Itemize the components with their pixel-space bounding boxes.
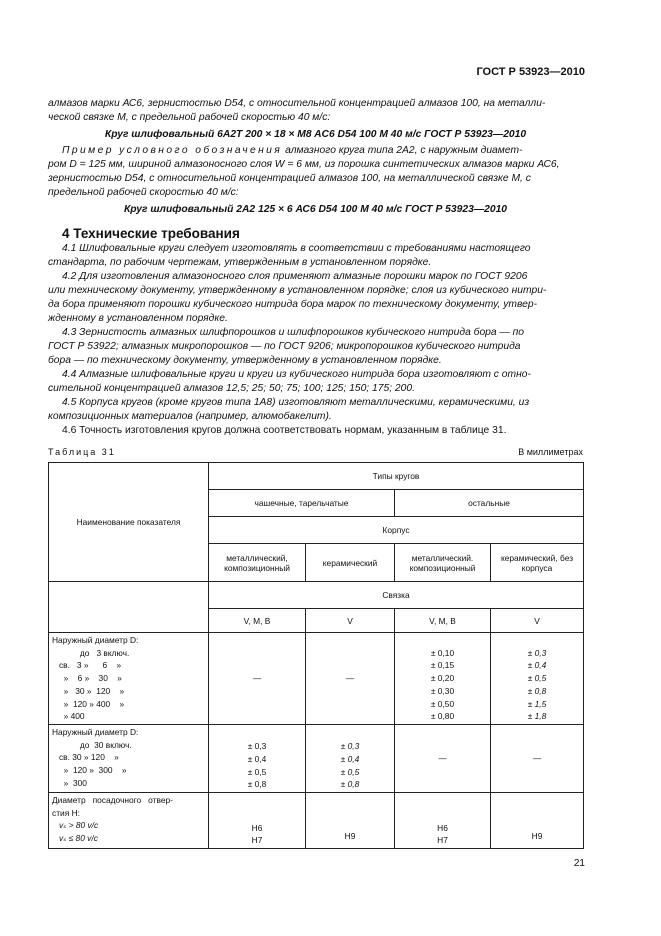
group-header: остальные [395,490,584,517]
clause-4-2: жденному в установленном порядке. [48,313,228,324]
tolerance-value: ± 0,4 [340,753,360,764]
clause-4-3: ГОСТ Р 53922; алмазных микропорошков — по ГОСТ 9206; микропорошков кубического нитрида [48,341,521,352]
tolerance-value: ± 0,5 [247,766,267,777]
fit-value: H6 [437,822,448,833]
tolerance-value: ± 0,50 [430,698,455,709]
label-line: Диаметр посадочного отвер- [52,794,173,805]
clause-4-1: стандарта, по рабочим чертежам, утвержденным в установленном порядке. [48,257,432,268]
table-cell: — [491,724,584,792]
tolerance-value: ± 0,80 [430,711,455,722]
label-line: до 30 включ. [52,739,132,750]
tolerance-value: ± 0,3 [527,647,547,658]
bond-type: V, M, B [209,609,306,633]
label-line: » 30 » 120 » [52,685,125,696]
table-units: В миллиметрах [518,447,583,457]
table-cell [395,633,491,725]
tolerance-value: ± 0,3 [247,741,267,752]
table-cell: H9 [491,792,584,848]
clause-4-3: 4.3 Зернистость алмазных шлифпорошков и шлифпорошков кубического нитрида бора — по [62,327,525,338]
tolerance-value: ± 0,3 [340,741,360,752]
clause-4-5: композиционных материалов (например, алюмобакелит). [48,411,332,422]
label-line: » 6 » 30 » [52,673,122,684]
table-cell [306,724,395,792]
clause-4-2: да бора применяют порошки кубического нитрида бора марок по техническому документу, утвер- [48,299,538,310]
table-cell [209,724,306,792]
table-cell [209,792,306,848]
types-header: Типы кругов [209,463,584,490]
row-label [49,792,209,848]
clause-4-4: сительной концентрацией алмазов 12,5; 25; 50; 75; 100; 125; 150; 175; 200. [48,383,415,394]
tolerance-value: ± 0,4 [527,660,547,671]
clause-4-2: или техническому документу, утвержденному в установленном порядке; слоя из кубического нитри- [48,285,547,296]
body-type: металлический. композиционный [395,544,491,582]
table-cell [395,792,491,848]
table-cell: — [209,633,306,725]
label-line: » 120 » 300 » [52,765,127,776]
tolerance-value: ± 0,8 [527,685,547,696]
label-line: » 300 [52,777,87,788]
intro-line: ческой связке М, с предельной рабочей скоростью 40 м/с: [48,112,331,123]
example-line [48,144,583,158]
body-type: керамический, без корпуса [491,544,584,582]
tolerance-value: ± 0,20 [430,673,455,684]
example-line: ром D = 125 мм, шириной алмазоносного слоя W = 6 мм, из порошка синтетических алмазов марки АС6, [48,159,560,170]
tolerance-value: ± 0,15 [430,660,455,671]
tolerance-value: ± 0,10 [430,647,455,658]
fit-value: H7 [437,835,448,846]
clause-4-2: 4.2 Для изготовления алмазоносного слоя применяют алмазные порошки марок по ГОСТ 9206 [62,271,528,282]
tolerance-value: ± 1,8 [527,711,547,722]
clause-4-6: 4.6 Точность изготовления кругов должна соответствовать нормам, указанным в таблице 31. [62,425,507,436]
label-line: до 3 включ. [52,647,130,658]
tolerance-value: ± 0,30 [430,685,455,696]
tolerance-value: ± 0,8 [247,779,267,790]
col-param-header: Наименование показателя [49,463,209,582]
bond-type: V [306,609,395,633]
document-id: ГОСТ Р 53923—2010 [476,66,585,78]
fit-value: H7 [251,835,263,846]
example-line: предельной рабочей скоростью 40 м/с: [48,187,239,198]
label-line: св. 3 » 6 » [52,660,122,671]
table-cell: — [395,724,491,792]
section-title: 4 Технические требования [62,226,240,241]
table-cell [491,633,584,725]
body-header: Корпус [209,517,584,544]
designation-example-2: Круг шлифовальный 2А2 125 × 6 АС6 D54 100 М 40 м/с ГОСТ Р 53923—2010 [123,204,508,215]
table-cell: — [306,633,395,725]
table-caption: Таблица 31 [48,447,116,457]
label-line: vₛ > 80 v/c [52,820,99,831]
label-line: Наружный диаметр D: [52,635,139,645]
tolerance-value: ± 1,5 [527,698,547,709]
fit-value: H6 [251,822,263,833]
label-line: » 120 » 400 » [52,698,125,709]
clause-4-4: 4.4 Алмазные шлифовальные круги и круги из кубического нитрида бора изготовляют с отно- [62,369,531,380]
clause-4-1: 4.1 Шлифовальные круги следует изготовлять в соответствии с требованиями настоящего [62,243,531,254]
col-param-header-cont [49,582,209,633]
table-31 [48,462,584,849]
clause-4-5: 4.5 Корпуса кругов (кроме кругов типа 1А8) изготовляют металлическими, керамическими, из [62,397,530,408]
designation-example-1: Круг шлифовальный 6A2T 200 × 18 × M8 AC6 D54 100 M 40 м/с ГОСТ Р 53923—2010 [104,129,527,140]
body-type: металлический, композиционный [209,544,306,582]
intro-line: алмазов марки АС6, зернистостью D54, с относительной концентрацией алмазов 100, на металли- [48,98,546,109]
clause-4-3: бора — по техническому документу, утвержденному в установленном порядке. [48,355,442,366]
row-label [49,724,209,792]
table-cell: H9 [306,792,395,848]
page-number: 21 [573,858,585,869]
row-label [49,633,209,725]
example-label: Пример условного обозначения [62,145,283,156]
tolerance-value: ± 0,8 [340,779,360,790]
label-line: vₛ ≤ 80 v/c [52,833,98,844]
example-line: зернистостью D54, с относительной концентрацией алмазов 100, на металлической связке М, с [48,173,531,184]
tolerance-value: ± 0,5 [340,766,360,777]
example-rest: алмазного круга типа 2А2, с наружным диамет- [282,145,523,156]
tolerance-value: ± 0,5 [527,673,547,684]
bond-header: Связка [209,582,584,609]
tolerance-value: ± 0,4 [247,753,267,764]
label-line: » 400 [52,711,85,722]
group-header: чашечные, тарельчатые [209,490,395,517]
bond-type: V [491,609,584,633]
body-type: керамический [306,544,395,582]
bond-type: V, M, B [395,609,491,633]
label-line: св. 30 » 120 » [52,752,119,763]
label-line: стия H: [52,807,80,818]
label-line: Наружный диаметр D: [52,726,139,737]
